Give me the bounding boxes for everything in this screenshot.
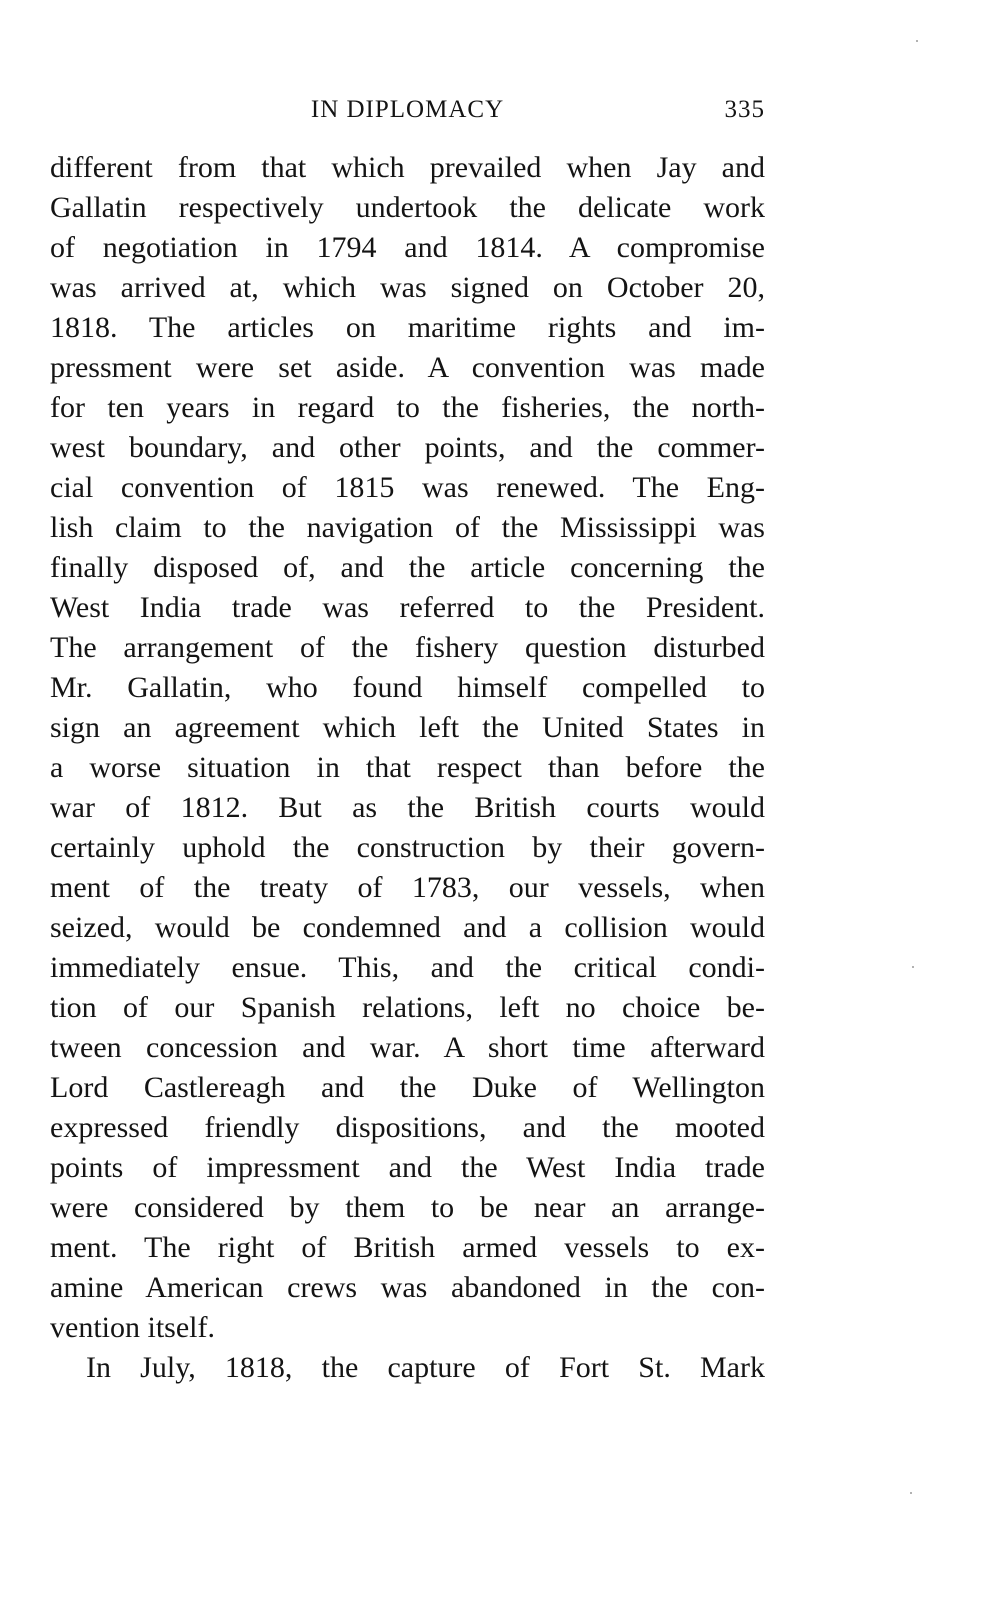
text-line: seized, would be condemned and a collision would xyxy=(50,911,765,944)
text-line: 1818. The articles on maritime rights and im- xyxy=(50,311,765,344)
text-line: pressment were set aside. A convention was made xyxy=(50,351,765,384)
body-text xyxy=(50,148,765,1388)
text-line: Lord Castlereagh and the Duke of Wellington xyxy=(50,1071,765,1104)
paragraph xyxy=(50,1348,765,1388)
text-line: The arrangement of the fishery question disturbed xyxy=(50,631,765,664)
text-line: sign an agreement which left the United States in xyxy=(50,711,765,744)
text-line: finally disposed of, and the article concerning the xyxy=(50,551,765,584)
text-line: expressed friendly dispositions, and the mooted xyxy=(50,1111,765,1144)
text-line: war of 1812. But as the British courts would xyxy=(50,791,765,824)
text-line: amine American crews was abandoned in the con- xyxy=(50,1271,765,1304)
running-title: IN DIPLOMACY xyxy=(310,96,505,123)
text-line: of negotiation in 1794 and 1814. A compromise xyxy=(50,231,765,264)
text-line: vention itself. xyxy=(50,1311,215,1344)
text-line: were considered by them to be near an arrange- xyxy=(50,1191,765,1224)
text-line: In July, 1818, the capture of Fort St. Mark xyxy=(86,1351,765,1384)
text-line: cial convention of 1815 was renewed. The Eng- xyxy=(50,471,765,504)
text-line: different from that which prevailed when Jay and xyxy=(50,151,765,184)
text-line: was arrived at, which was signed on October 20, xyxy=(50,271,765,304)
text-line: points of impressment and the West India trade xyxy=(50,1151,765,1184)
text-line: Gallatin respectively undertook the delicate work xyxy=(50,191,765,224)
text-line: tween concession and war. A short time afterward xyxy=(50,1031,765,1064)
scan-speck xyxy=(912,966,914,968)
page-number: 335 xyxy=(724,96,765,123)
text-line: west boundary, and other points, and the commer- xyxy=(50,431,765,464)
text-line: lish claim to the navigation of the Mississippi was xyxy=(50,511,765,544)
text-line: immediately ensue. This, and the critical condi- xyxy=(50,951,765,984)
text-line: ment. The right of British armed vessels to ex- xyxy=(50,1231,765,1264)
text-line: for ten years in regard to the fisheries, the north- xyxy=(50,391,765,424)
running-head xyxy=(50,96,765,136)
text-line: West India trade was referred to the President. xyxy=(50,591,765,624)
text-line: Mr. Gallatin, who found himself compelled to xyxy=(50,671,765,704)
text-line: certainly uphold the construction by their govern- xyxy=(50,831,765,864)
text-line: ment of the treaty of 1783, our vessels, when xyxy=(50,871,765,904)
scan-speck xyxy=(916,40,918,42)
text-line: tion of our Spanish relations, left no choice be- xyxy=(50,991,765,1024)
paragraph xyxy=(50,148,765,1348)
scan-speck xyxy=(910,1492,912,1494)
text-line: a worse situation in that respect than before the xyxy=(50,751,765,784)
